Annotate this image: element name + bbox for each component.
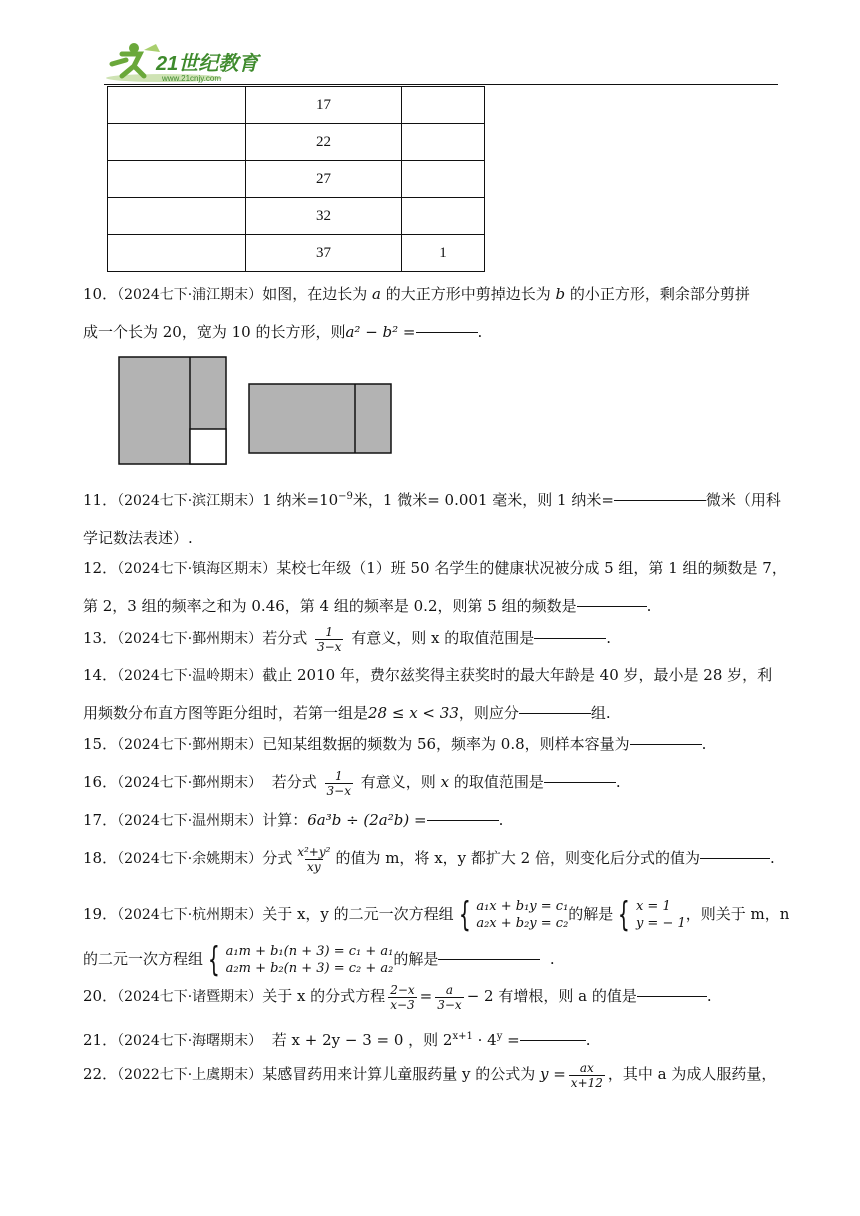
exponent: y bbox=[496, 1031, 503, 1042]
answer-blank[interactable] bbox=[427, 819, 499, 821]
punct: . bbox=[606, 629, 612, 647]
table-row bbox=[108, 198, 485, 235]
question-20 bbox=[83, 978, 778, 1016]
answer-blank[interactable] bbox=[438, 958, 540, 960]
logo-text: 21世纪教育 bbox=[156, 53, 259, 75]
question-number: 13． bbox=[83, 629, 118, 647]
question-number: 20． bbox=[83, 987, 118, 1005]
question-text: 的二元一次方程组 bbox=[83, 950, 204, 968]
frequency-table bbox=[107, 86, 485, 272]
question-16 bbox=[83, 764, 778, 802]
question-number: 16． bbox=[83, 773, 118, 791]
fraction: $\frac{1}{3-x}$ bbox=[316, 624, 342, 654]
table-cell bbox=[402, 87, 485, 124]
question-text: 若分式 bbox=[271, 773, 317, 791]
question-number: 18． bbox=[83, 849, 118, 867]
question-text: 成一个长为 20，宽为 10 的长方形，则 bbox=[83, 323, 346, 341]
math-inequality: 28 ≤ x < 33 bbox=[368, 704, 459, 722]
answer-blank[interactable] bbox=[544, 781, 616, 783]
question-text: 的解是 bbox=[568, 905, 614, 923]
punct: . bbox=[706, 987, 712, 1005]
square-figure-svg bbox=[104, 352, 404, 468]
punct: . bbox=[498, 811, 504, 829]
question-number: 10． bbox=[83, 285, 118, 303]
answer-blank[interactable] bbox=[416, 331, 478, 333]
question-14 bbox=[83, 657, 778, 732]
question-number: 19． bbox=[83, 905, 118, 923]
question-number: 21． bbox=[83, 1031, 118, 1049]
table-cell bbox=[108, 161, 246, 198]
question-text: · 4 bbox=[472, 1031, 497, 1049]
site-logo bbox=[104, 40, 279, 84]
question-text: 的小正方形，剩余部分剪拼 bbox=[569, 285, 750, 303]
answer-blank[interactable] bbox=[630, 743, 702, 745]
table-row bbox=[108, 124, 485, 161]
question-text: ，则关于 m，n bbox=[685, 905, 790, 923]
table-cell bbox=[108, 235, 246, 272]
table-cell bbox=[108, 198, 246, 235]
question-text: 截止 2010 年，费尔兹奖得主获奖时的最大年龄是 40 岁，最小是 28 岁，利 bbox=[262, 666, 773, 684]
equation-system: { a₁m + b₁(n + 3) = c₁ + a₁ a₂m + b₂(n + 3) = c₂ + a₂ bbox=[207, 940, 394, 980]
question-source: （2024七下·浦江期末） bbox=[117, 287, 263, 303]
question-text: 有意义，则 bbox=[360, 773, 436, 791]
table-cell: 17 bbox=[246, 87, 402, 124]
question-text: 米，1 微米= 0.001 毫米，则 1 纳米= bbox=[352, 491, 614, 509]
table-cell: 32 bbox=[246, 198, 402, 235]
answer-blank[interactable] bbox=[637, 995, 707, 997]
punct: . bbox=[477, 323, 483, 341]
question-source: （2024七下·温岭期末） bbox=[117, 668, 263, 684]
question-source: （2024七下·杭州期末） bbox=[117, 907, 263, 923]
exponent: x+1 bbox=[452, 1031, 473, 1042]
question-text: 微米（用科 bbox=[705, 491, 781, 509]
table-row bbox=[108, 161, 485, 198]
runner-logo-icon bbox=[104, 40, 279, 84]
table-cell bbox=[402, 198, 485, 235]
math-var: a bbox=[371, 285, 381, 303]
question-text: 如图，在边长为 bbox=[262, 285, 368, 303]
rectangle bbox=[249, 384, 391, 453]
question-11 bbox=[83, 478, 781, 557]
math-expression: a² − b² = bbox=[345, 323, 416, 341]
question-source: （2024七下·鄞州期末） bbox=[117, 775, 263, 791]
question-text: ，其中 a 为成人服药量， bbox=[607, 1065, 777, 1083]
question-text: 的大正方形中剪掉边长为 bbox=[385, 285, 551, 303]
question-18 bbox=[83, 840, 778, 878]
fraction: $\frac{\text{x²+y²}}{xy}$ bbox=[297, 844, 331, 874]
table-cell bbox=[108, 124, 246, 161]
punct: . bbox=[615, 773, 621, 791]
punct: . bbox=[646, 597, 652, 615]
question-text: 1 纳米=10 bbox=[262, 491, 339, 509]
punct: . bbox=[585, 1031, 591, 1049]
brace-icon: { bbox=[458, 895, 471, 935]
question-text: 的解是 bbox=[393, 950, 439, 968]
question-19 bbox=[83, 892, 790, 981]
question-text: 关于 x，y 的二元一次方程组 bbox=[262, 905, 454, 923]
question-text: 若 x + 2y − 3 = 0 ，则 2 bbox=[271, 1031, 453, 1049]
question-text: 若分式 bbox=[262, 629, 308, 647]
math-var: x bbox=[440, 773, 450, 791]
question-text: 学记数法表述）. bbox=[83, 529, 193, 547]
fraction: $\frac{2-x}{x-3}$ bbox=[390, 982, 415, 1012]
question-text: 已知某组数据的频数为 56，频率为 0.8，则样本容量为 bbox=[262, 735, 630, 753]
question-21 bbox=[83, 1018, 778, 1060]
question-15 bbox=[83, 726, 778, 764]
question-text: 分式 bbox=[262, 849, 293, 867]
table-row bbox=[108, 235, 485, 272]
question-source: （2024七下·鄞州期末） bbox=[117, 737, 263, 753]
answer-blank[interactable] bbox=[577, 605, 647, 607]
table-cell: 37 bbox=[246, 235, 402, 272]
table-cell bbox=[402, 161, 485, 198]
question-12 bbox=[83, 550, 787, 625]
answer-blank[interactable] bbox=[700, 857, 770, 859]
question-text: 有意义，则 x 的取值范围是 bbox=[351, 629, 535, 647]
question-source: （2024七下·鄞州期末） bbox=[117, 631, 263, 647]
question-text: − 2 有增根，则 a 的值是 bbox=[466, 987, 637, 1005]
question-text: 某校七年级（1）班 50 名学生的健康状况被分成 5 组，第 1 组的频数是 7， bbox=[276, 559, 787, 577]
header-divider bbox=[104, 84, 778, 85]
question-text: 第 2，3 组的频率之和为 0.46，第 4 组的频率是 0.2，则第 5 组的频数是 bbox=[83, 597, 577, 615]
answer-blank[interactable] bbox=[534, 637, 606, 639]
table-cell bbox=[108, 87, 246, 124]
question-text: 的取值范围是 bbox=[453, 773, 544, 791]
question-text: 某感冒药用来计算儿童服药量 y 的公式为 bbox=[262, 1065, 536, 1083]
answer-blank[interactable] bbox=[614, 499, 706, 501]
table-cell bbox=[402, 124, 485, 161]
brace-icon: { bbox=[618, 895, 631, 935]
brace-icon: { bbox=[207, 940, 220, 980]
question-source: （2024七下·镇海区期末） bbox=[117, 561, 277, 577]
math-var: b bbox=[555, 285, 566, 303]
table-row bbox=[108, 87, 485, 124]
question-source: （2024七下·滨江期末） bbox=[117, 493, 263, 509]
figure-squares bbox=[104, 352, 404, 472]
fraction: $\frac{a}{3-x}$ bbox=[437, 982, 462, 1012]
question-source: （2024七下·余姚期末） bbox=[117, 851, 263, 867]
question-22 bbox=[83, 1056, 778, 1094]
fraction: $\frac{ax}{x+12}$ bbox=[570, 1060, 603, 1090]
question-number: 22． bbox=[83, 1065, 118, 1083]
question-text: 的值为 m，将 x，y 都扩大 2 倍，则变化后分式的值为 bbox=[335, 849, 700, 867]
exponent: −9 bbox=[338, 491, 353, 502]
equation-system: { a₁x + b₁y = c₁ a₂x + b₂y = c₂ bbox=[458, 895, 569, 935]
question-text: 关于 x 的分式方程 bbox=[262, 987, 386, 1005]
question-number: 17． bbox=[83, 811, 118, 829]
question-17 bbox=[83, 802, 778, 840]
small-square bbox=[190, 429, 226, 464]
table-cell: 27 bbox=[246, 161, 402, 198]
answer-blank[interactable] bbox=[519, 712, 591, 714]
question-source: （2024七下·温州期末） bbox=[117, 813, 263, 829]
punct: . bbox=[769, 849, 775, 867]
equals-sign: = bbox=[419, 987, 433, 1005]
solution-system: { x = 1 y = − 1 bbox=[618, 895, 686, 935]
punct: . bbox=[701, 735, 707, 753]
math-expression: y = bbox=[539, 1065, 566, 1083]
question-number: 14． bbox=[83, 666, 118, 684]
punct: 组. bbox=[590, 704, 611, 722]
question-10 bbox=[83, 276, 778, 351]
question-number: 15． bbox=[83, 735, 118, 753]
question-number: 11． bbox=[83, 491, 118, 509]
logo-url: www.21cnjy.com bbox=[162, 74, 221, 83]
answer-blank[interactable] bbox=[520, 1039, 586, 1041]
question-text: 用频数分布直方图等距分组时，若第一组是 bbox=[83, 704, 369, 722]
question-text: ，则应分 bbox=[458, 704, 519, 722]
question-13 bbox=[83, 620, 778, 658]
question-number: 12． bbox=[83, 559, 118, 577]
question-source: （2024七下·海曙期末） bbox=[117, 1033, 263, 1049]
question-text: 计算： bbox=[262, 811, 308, 829]
question-text: = bbox=[502, 1031, 520, 1049]
question-source: （2022七下·上虞期末） bbox=[117, 1067, 263, 1083]
table-cell: 22 bbox=[246, 124, 402, 161]
question-source: （2024七下·诸暨期末） bbox=[117, 989, 263, 1005]
table-cell: 1 bbox=[402, 235, 485, 272]
math-expression: 6a³b ÷ (2a²b) = bbox=[307, 811, 427, 829]
punct: . bbox=[549, 950, 555, 968]
fraction: $\frac{1}{3-x}$ bbox=[326, 768, 351, 798]
